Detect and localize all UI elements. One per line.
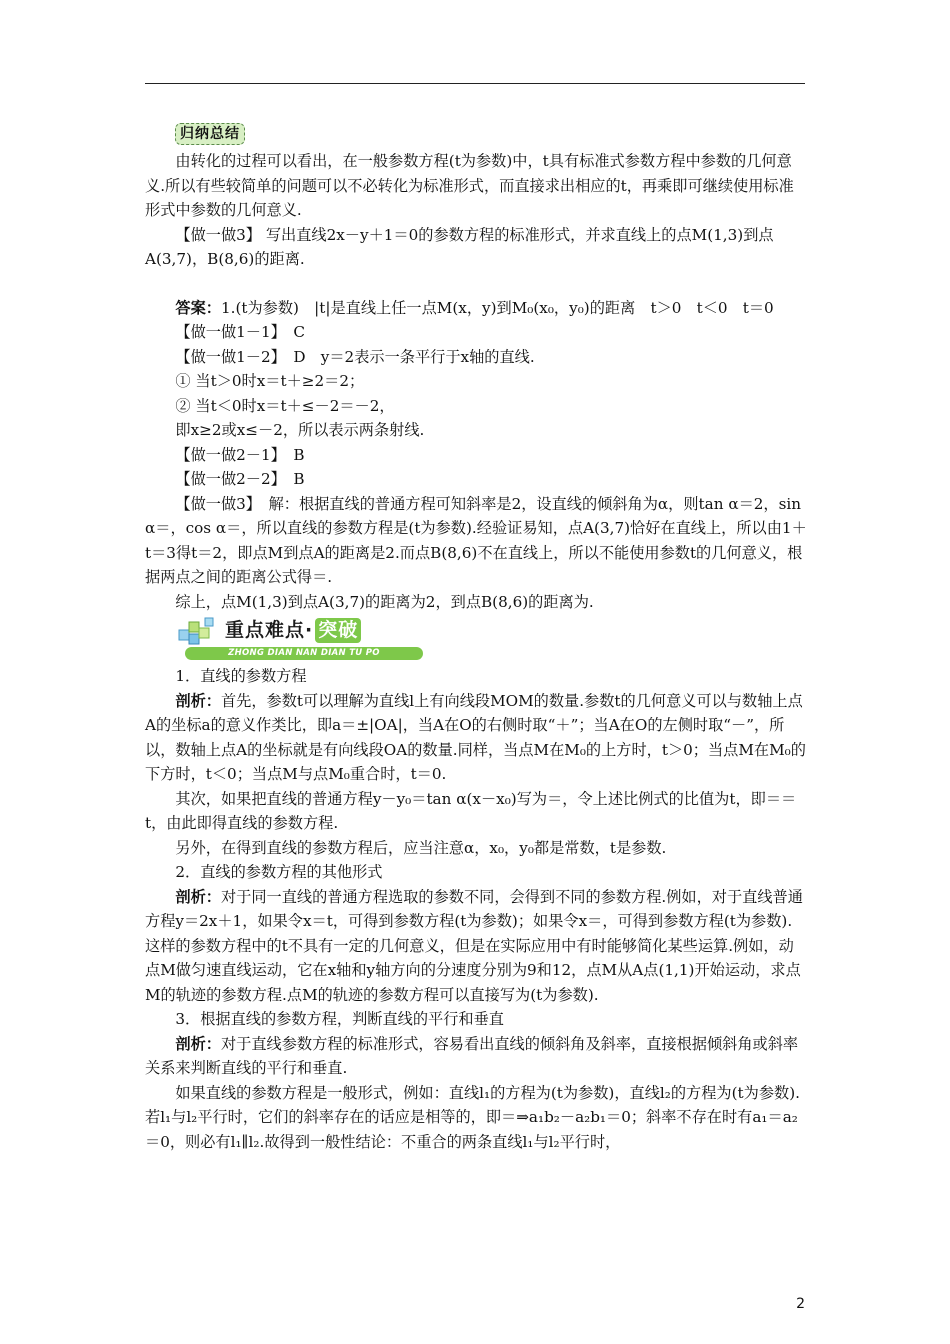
section-1-para: 另外，在得到直线的参数方程后，应当注意α，x₀，y₀都是常数，t是参数. [175,838,667,857]
answer-first [145,296,807,321]
conclusion: 综上，点M(1,3)到点A(3,7)的距离为2，到点B(8,6)的距离为. [175,592,594,611]
page-number: 2 [796,1296,805,1312]
section-1-para: 剖析：首先，参数t可以理解为直线l上有向线段MOM的数量.参数t的几何意义可以与数轴上点A的坐标a的意义作类比，即a＝±|OA|，当A在O的右侧时取“＋”；当A在O的左侧时取“－”，所以，数轴上点A的坐标就是有向线段OA的数量.同样，当点M在M₀的上方时，t＞0；当点M在M₀的下方时，t＜0；当点M与点M₀重合时，t＝0. [145,691,806,783]
banner-title: 重点难点· 突破 [225,618,361,643]
answer-item: 【做一做1－2】 D y＝2表示一条平行于x轴的直线. [175,347,535,366]
summary-label-row [145,121,807,149]
section-2-heading: 2．直线的参数方程的其他形式 [175,863,383,881]
answer-item: 【做一做2－2】 B [175,470,305,488]
banner-title-box: 突破 [315,618,361,643]
section-3-heading: 3．根据直线的参数方程，判断直线的平行和垂直 [175,1010,504,1028]
answer-item: 【做一做1－1】 C [175,323,306,341]
key-points-banner [175,614,415,664]
section-3-para: 如果直线的参数方程是一般形式，例如：直线l₁的方程为(t为参数)，直线l₂的方程为(t为参数).若l₁与l₂平行时，它们的斜率存在的话应是相等的，即＝⇒a₁b₂－a₂b₁＝0；斜率不存在时有a₁＝a₂＝0，则必有l₁∥l₂.故得到一般性结论：不重合的两条直线l₁与l₂平行时， [145,1083,800,1151]
answer-item: ② 当t＜0时x＝t＋≤－2＝－2， [175,396,395,415]
exercise-3: 【做一做3】 写出直线2x－y＋1＝0的参数方程的标准形式，并求直线上的点M(1,3)到点A(3,7)，B(8,6)的距离. [145,225,774,268]
header-rule [145,83,805,84]
banner-pinyin: ZHONG DIAN NAN DIAN TU PO [185,647,423,660]
page-content [145,121,807,1154]
answer-item: ① 当t＞0时x＝t＋≥2＝2； [175,372,365,390]
section-1-heading: 1．直线的参数方程 [175,667,307,685]
section-3-para: 剖析：对于直线参数方程的标准形式，容易看出直线的倾斜角及斜率，直接根据倾斜角或斜率关系来判断直线的平行和垂直. [145,1034,799,1077]
answer-item: 【做一做2－1】 B [175,445,305,464]
section-1-para: 其次，如果把直线的普通方程y－y₀＝tan α(x－x₀)写为＝，令上述比例式的比值为t，即＝＝t，由此即得直线的参数方程. [145,789,797,832]
solution-3: 【做一做3】 解：根据直线的普通方程可知斜率是2，设直线的倾斜角为α，则tan α＝2，sin α＝，cos α＝，所以直线的参数方程是(t为参数).经验证易知，点A(3,7)恰好在直线上，所以由1＋t＝3得t＝2，即点M到点A的距离是2.而点B(8,6)不在直线上，所以不能使用参数t的几何意义，根据两点之间的距离公式得＝. [145,494,807,586]
summary-label: 归纳总结 [175,123,245,145]
summary-paragraph: 由转化的过程可以看出，在一般参数方程(t为参数)中，t具有标准式参数方程中参数的几何意义.所以有些较简单的问题可以不必转化为标准形式，而直接求出相应的t，再乘即可继续使用标准形式中参数的几何意义. [145,152,794,219]
answer-label: 答案： [175,298,221,317]
answer-first-text: 1.(t为参数) |t|是直线上任一点M(x，y)到M₀(x₀，y₀)的距离 t＞0 t＜0 t＝0 [220,298,774,317]
answer-item: 即x≥2或x≤－2，所以表示两条射线. [175,421,425,439]
section-2-para: 剖析：对于同一直线的普通方程选取的参数不同，会得到不同的参数方程.例如，对于直线普通方程y＝2x＋1，如果令x＝t，可得到参数方程(t为参数)；如果令x＝，可得到参数方程(t为参数).这样的参数方程中的t不具有一定的几何意义，但是在实际应用中有时能够简化某些运算.例如，动点M做匀速直线运动，它在x轴和y轴方向的分速度分别为9和12，点M从A点(1,1)开始运动，求点M的轨迹的参数方程.点M的轨迹的参数方程可以直接写为(t为参数). [145,887,803,1004]
